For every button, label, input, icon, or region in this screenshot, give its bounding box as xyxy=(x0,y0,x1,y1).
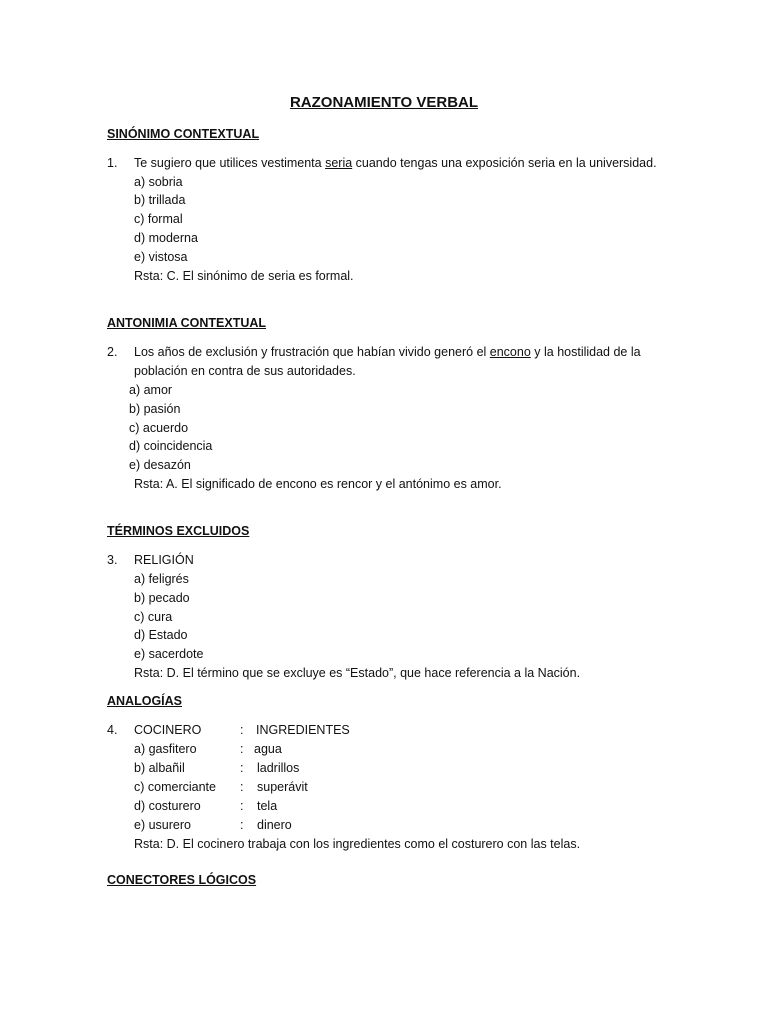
analogy-separator: : xyxy=(240,742,244,756)
question-text: Los años de exclusión y frustración que habían vivido generó el encono y la hostilidad de la xyxy=(134,345,641,359)
question-number: 3. xyxy=(107,553,118,567)
option: d) moderna xyxy=(134,231,198,245)
analogy-right: tela xyxy=(257,799,278,813)
option: b) pecado xyxy=(134,591,190,605)
section-heading-synonym: SINÓNIMO CONTEXTUAL xyxy=(107,127,260,141)
analogy-right: superávit xyxy=(257,780,308,794)
analogy-left: e) usurero xyxy=(134,818,191,832)
section-heading-excluded-terms: TÉRMINOS EXCLUIDOS xyxy=(107,524,250,538)
question-number: 1. xyxy=(107,156,118,170)
option: e) sacerdote xyxy=(134,647,204,661)
question-text: RELIGIÓN xyxy=(134,553,194,567)
analogy-right: dinero xyxy=(257,818,292,832)
question-text: Te sugiero que utilices vestimenta seria cuando tengas una exposición seria en la universidad. xyxy=(134,156,657,170)
option: d) coincidencia xyxy=(129,439,213,453)
analogy-left: d) costurero xyxy=(134,799,201,813)
answer-text: Rsta: C. El sinónimo de seria es formal. xyxy=(134,269,354,283)
analogy-right: INGREDIENTES xyxy=(256,723,350,737)
answer-text: Rsta: D. El cocinero trabaja con los ingredientes como el costurero con las telas. xyxy=(134,837,581,851)
answer-text: Rsta: A. El significado de encono es rencor y el antónimo es amor. xyxy=(134,477,502,491)
analogy-left: COCINERO xyxy=(134,723,202,737)
option: b) pasión xyxy=(129,402,181,416)
option: a) amor xyxy=(129,383,173,397)
analogy-separator: : xyxy=(240,818,244,832)
question-number: 4. xyxy=(107,723,118,737)
section-heading-antonym: ANTONIMIA CONTEXTUAL xyxy=(107,316,267,330)
page-title: RAZONAMIENTO VERBAL xyxy=(289,94,479,111)
question-number: 2. xyxy=(107,345,118,359)
section-heading-logical-connectors: CONECTORES LÓGICOS xyxy=(107,873,257,887)
analogy-separator: : xyxy=(240,723,244,737)
analogy-right: ladrillos xyxy=(257,761,300,775)
option: e) desazón xyxy=(129,458,191,472)
option: a) feligrés xyxy=(134,572,189,586)
analogy-separator: : xyxy=(240,761,244,775)
analogy-separator: : xyxy=(240,780,244,794)
option: e) vistosa xyxy=(134,250,188,264)
option: d) Estado xyxy=(134,628,188,642)
option: c) formal xyxy=(134,212,183,226)
option: c) cura xyxy=(134,610,173,624)
option: b) trillada xyxy=(134,193,186,207)
option: a) sobria xyxy=(134,175,183,189)
analogy-left: b) albañil xyxy=(134,761,185,775)
section-heading-analogies: ANALOGÍAS xyxy=(107,694,182,708)
question-text-line2: población en contra de sus autoridades. xyxy=(134,364,356,378)
answer-text: Rsta: D. El término que se excluye es “Estado”, que hace referencia a la Nación. xyxy=(134,666,581,680)
keyword: encono xyxy=(489,345,531,359)
analogy-left: c) comerciante xyxy=(134,780,216,794)
option: c) acuerdo xyxy=(129,421,189,435)
analogy-separator: : xyxy=(240,799,244,813)
analogy-left: a) gasfitero xyxy=(134,742,197,756)
keyword: seria xyxy=(325,156,353,170)
analogy-right: agua xyxy=(254,742,282,756)
